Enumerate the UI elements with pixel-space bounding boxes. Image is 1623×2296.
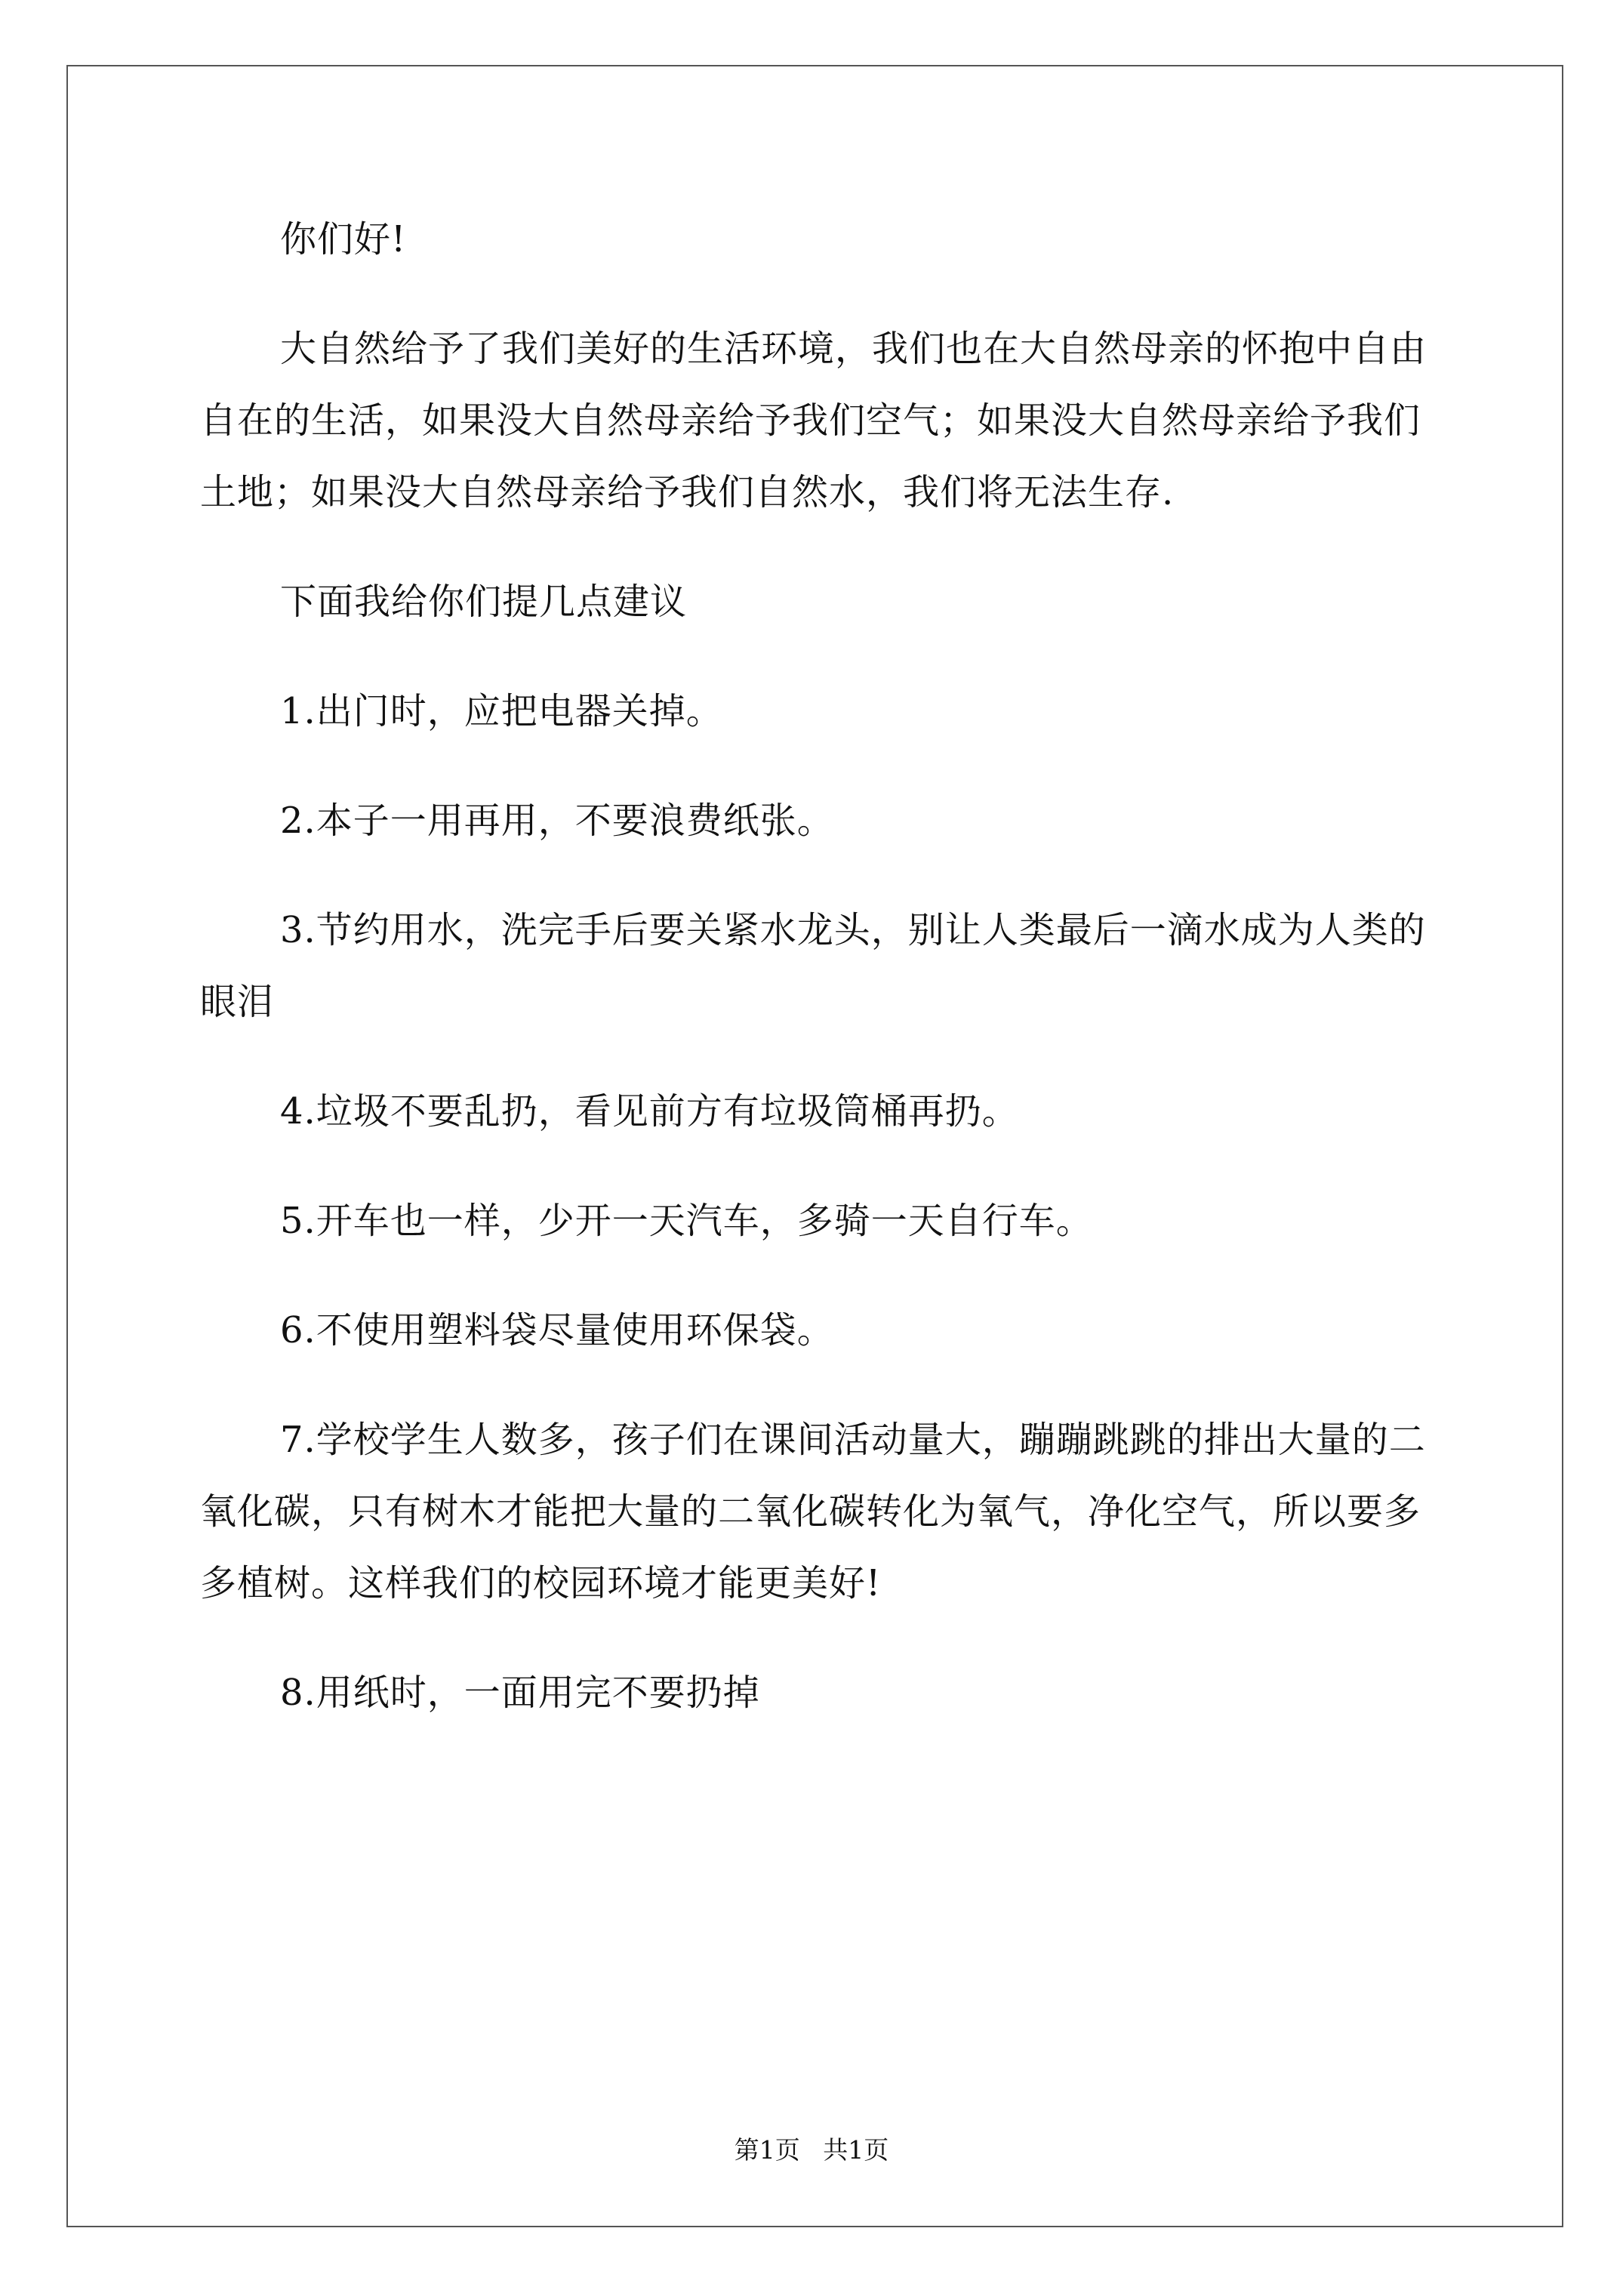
suggestion-item-4: 4.垃圾不要乱扔，看见前方有垃圾筒桶再扔。 xyxy=(280,1090,1019,1133)
page-number: 第1页 xyxy=(734,2135,800,2165)
suggestion-heading: 下面我给你们提几点建议 xyxy=(280,581,688,623)
suggestion-item-2: 2.本子一用再用，不要浪费纸张。 xyxy=(280,800,834,842)
page-count: 共1页 xyxy=(823,2135,889,2165)
suggestion-item-6: 6.不使用塑料袋尽量使用环保袋。 xyxy=(280,1309,834,1351)
suggestion-item-3: 3.节约用水，洗完手后要关紧水龙头，别让人类最后一滴水成为人类的眼泪 xyxy=(200,909,1426,1023)
document-body xyxy=(200,204,1431,1767)
page-footer xyxy=(0,2135,1623,2165)
suggestion-item-8: 8.用纸时，一面用完不要扔掉 xyxy=(280,1672,760,1714)
suggestion-item-5: 5.开车也一样，少开一天汽车，多骑一天自行车。 xyxy=(280,1200,1093,1242)
suggestion-item-7: 7.学校学生人数多，孩子们在课间活动量大，蹦蹦跳跳的排出大量的二氧化碳，只有树木才能把大量的二氧化碳转化为氧气，净化空气，所以要多多植树。这样我们的校园环境才能更美好! xyxy=(200,1419,1426,1604)
greeting-paragraph: 你们好! xyxy=(280,218,407,260)
intro-paragraph: 大自然给予了我们美好的生活环境，我们也在大自然母亲的怀抱中自由自在的生活，如果没大自然母亲给予我们空气；如果没大自然母亲给予我们土地；如果没大自然母亲给予我们自然水，我们将无法生存. xyxy=(200,328,1427,513)
suggestion-item-1: 1.出门时，应把电器关掉。 xyxy=(280,690,723,732)
